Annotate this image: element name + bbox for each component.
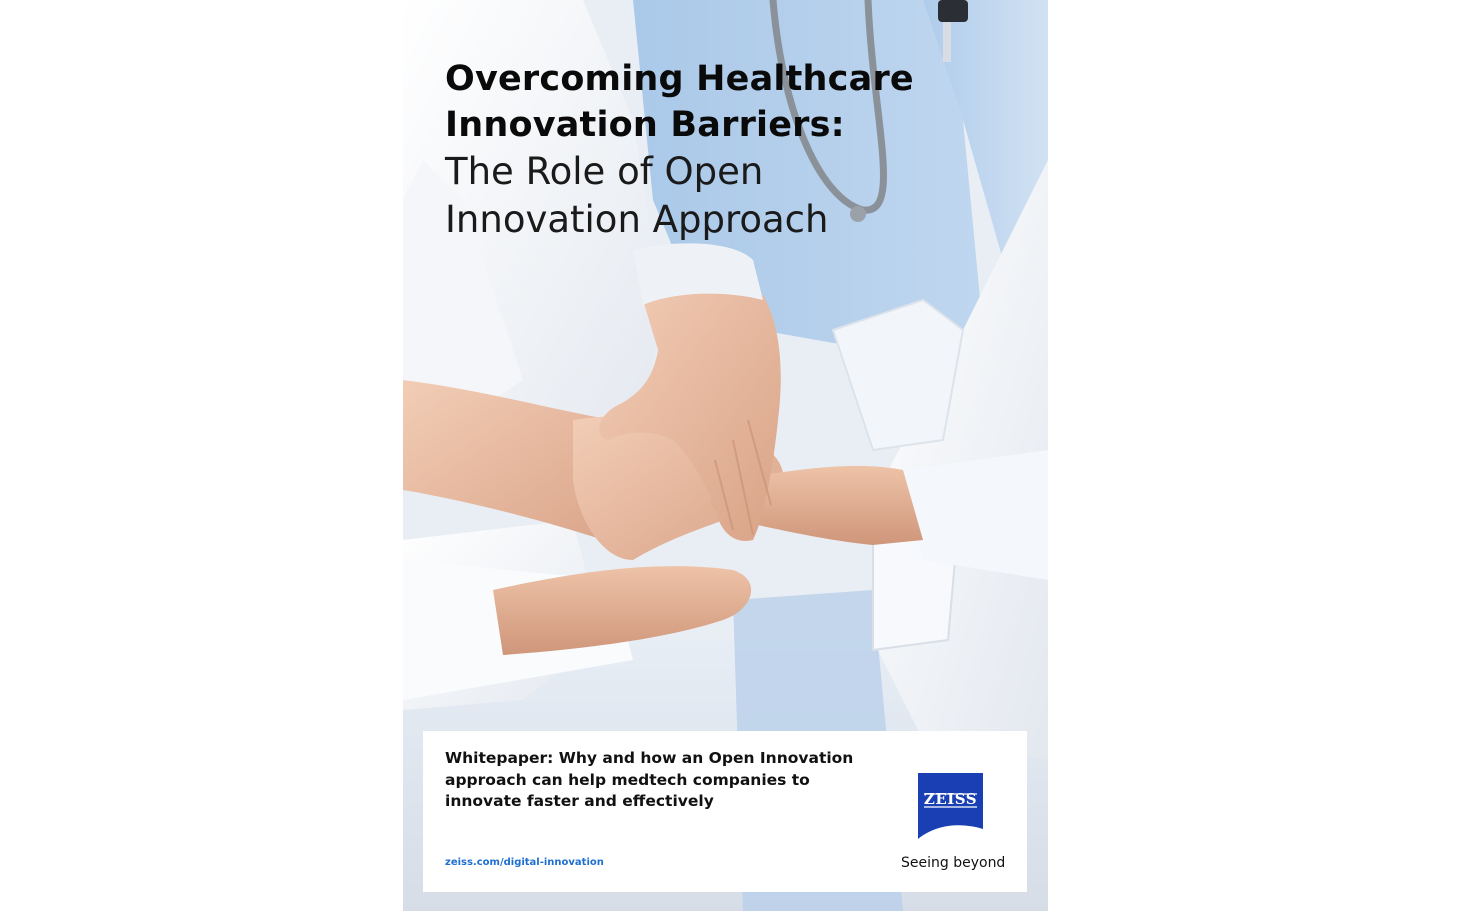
tagline: Seeing beyond (901, 855, 1006, 871)
svg-text:ZEISS: ZEISS (923, 790, 978, 808)
lead-line-2: approach can help medtech companies to (445, 770, 810, 789)
zeiss-logo (918, 773, 983, 839)
whitepaper-lead (445, 748, 885, 813)
whitepaper-cover (403, 0, 1048, 911)
cover-title (445, 56, 1005, 244)
subtitle-line-2: Innovation Approach (445, 198, 829, 241)
lead-line-1: Whitepaper: Why and how an Open Innovation (445, 749, 854, 767)
subtitle-line-1: The Role of Open (445, 150, 764, 193)
website-link[interactable]: zeiss.com/digital-innovation (445, 857, 604, 868)
info-box (423, 731, 1027, 892)
lead-line-3: innovate faster and effectively (445, 792, 714, 810)
title-line-2: Innovation Barriers: (445, 105, 845, 145)
title-line-1: Overcoming Healthcare (445, 59, 914, 99)
